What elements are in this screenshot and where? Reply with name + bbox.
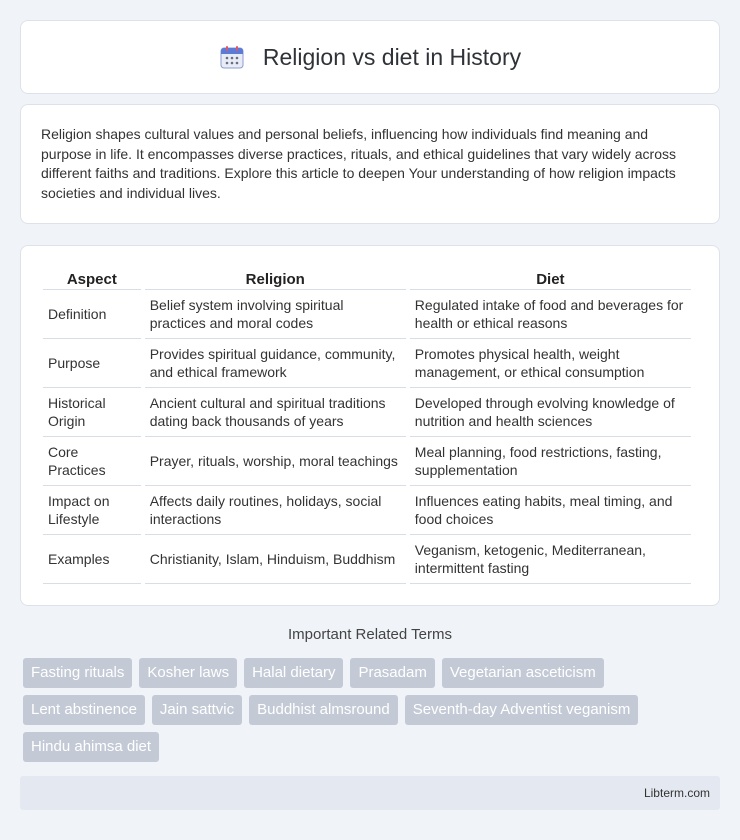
table-row xyxy=(43,437,691,486)
comparison-card xyxy=(20,245,720,606)
row-aspect: Definition xyxy=(43,290,141,339)
tag-prasadam[interactable]: Prasadam xyxy=(350,658,434,688)
intro-text: Religion shapes cultural values and personal beliefs, influencing how individuals find meaning and purpose in life. It encompasses diverse practices, rituals, and ethical guidelines that vary widely across different faiths and traditions. Explore this article to deepen Your understanding of how religion impacts societies and individual lives. xyxy=(41,126,676,201)
footer xyxy=(20,776,720,810)
table-row xyxy=(43,339,691,388)
table-header-row xyxy=(43,266,691,290)
table-row xyxy=(43,290,691,339)
tag-vegetarian-asceticism[interactable]: Vegetarian asceticism xyxy=(442,658,604,688)
tag-halal-dietary[interactable]: Halal dietary xyxy=(244,658,343,688)
row-religion: Prayer, rituals, worship, moral teachings xyxy=(145,437,406,486)
table-row xyxy=(43,535,691,584)
row-diet: Promotes physical health, weight management, or ethical consumption xyxy=(410,339,691,388)
row-aspect: Core Practices xyxy=(43,437,141,486)
calendar-icon xyxy=(219,44,245,70)
table-row xyxy=(43,388,691,437)
header-religion: Religion xyxy=(145,266,406,290)
row-religion: Ancient cultural and spiritual traditions dating back thousands of years xyxy=(145,388,406,437)
tag-lent-abstinence[interactable]: Lent abstinence xyxy=(23,695,145,725)
row-religion: Provides spiritual guidance, community, and ethical framework xyxy=(145,339,406,388)
row-aspect: Historical Origin xyxy=(43,388,141,437)
tag-fasting-rituals[interactable]: Fasting rituals xyxy=(23,658,132,688)
related-terms-list xyxy=(23,658,703,762)
row-religion: Belief system involving spiritual practices and moral codes xyxy=(145,290,406,339)
row-aspect: Examples xyxy=(43,535,141,584)
intro-card xyxy=(20,104,720,224)
row-diet: Regulated intake of food and beverages for health or ethical reasons xyxy=(410,290,691,339)
row-religion: Christianity, Islam, Hinduism, Buddhism xyxy=(145,535,406,584)
row-diet: Developed through evolving knowledge of nutrition and health sciences xyxy=(410,388,691,437)
row-aspect: Purpose xyxy=(43,339,141,388)
title-wrap xyxy=(219,44,521,71)
page-title: Religion vs diet in History xyxy=(262,43,522,70)
header-card xyxy=(20,20,720,94)
tag-seventh-day-adventist-veganism[interactable]: Seventh-day Adventist veganism xyxy=(405,695,639,725)
row-aspect: Impact on Lifestyle xyxy=(43,486,141,535)
tag-buddhist-almsround[interactable]: Buddhist almsround xyxy=(249,695,398,725)
related-terms-title: Important Related Terms xyxy=(288,626,452,643)
row-diet: Veganism, ketogenic, Mediterranean, intermittent fasting xyxy=(410,535,691,584)
row-religion: Affects daily routines, holidays, social interactions xyxy=(145,486,406,535)
header-aspect: Aspect xyxy=(43,266,141,290)
table-row xyxy=(43,486,691,535)
comparison-table xyxy=(39,266,695,584)
header-diet: Diet xyxy=(410,266,691,290)
row-diet: Influences eating habits, meal timing, and food choices xyxy=(410,486,691,535)
footer-site-link[interactable]: Libterm.com xyxy=(643,786,710,800)
tag-jain-sattvic[interactable]: Jain sattvic xyxy=(152,695,242,725)
tag-kosher-laws[interactable]: Kosher laws xyxy=(139,658,237,688)
row-diet: Meal planning, food restrictions, fasting, supplementation xyxy=(410,437,691,486)
tag-hindu-ahimsa-diet[interactable]: Hindu ahimsa diet xyxy=(23,732,159,762)
